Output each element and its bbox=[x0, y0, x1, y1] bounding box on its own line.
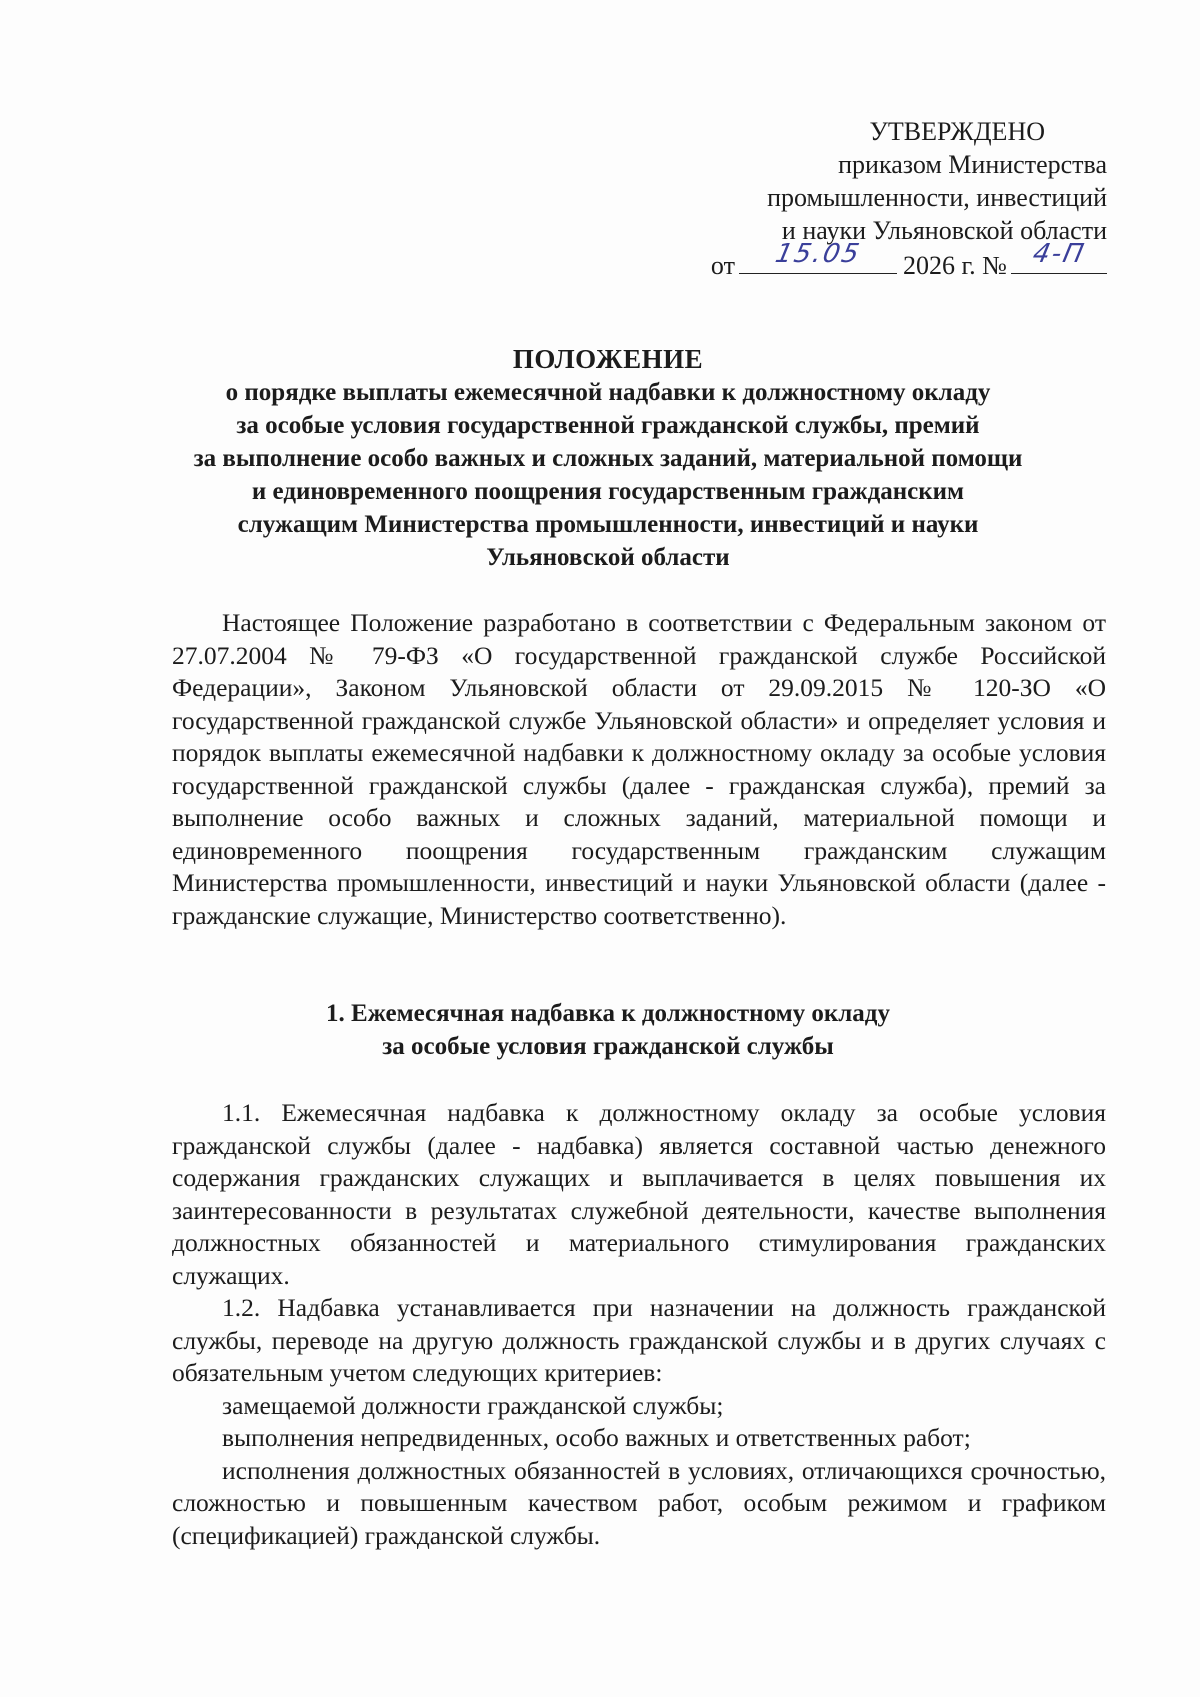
handwritten-number: 4-П bbox=[1030, 239, 1089, 269]
date-fill-field bbox=[739, 239, 897, 274]
title-sub-line-1: о порядке выплаты ежемесячной надбавки к должностному окладу bbox=[225, 379, 991, 406]
title-sub-line-5: служащим Министерства промышленности, инвестиций и науки bbox=[237, 511, 979, 538]
title-sub-line-3: за выполнение особо важных и сложных заданий, материальной помощи bbox=[193, 445, 1023, 472]
document-title bbox=[150, 342, 1066, 574]
section-1-heading bbox=[150, 997, 1066, 1063]
title-sub-line-4: и единовременного поощрения государственным гражданским bbox=[251, 478, 965, 505]
title-sub-line-6: Ульяновской области bbox=[486, 544, 730, 571]
section-1-heading-line-2: за особые условия гражданской службы bbox=[382, 1033, 834, 1060]
approval-title: УТВЕРЖДЕНО bbox=[869, 117, 1045, 146]
intro-paragraph: Настоящее Положение разработано в соответствии с Федеральным законом от 27.07.2004 № 79-ФЗ «О государственной гражданской службе Российской Федерации», Законом Ульяновской области от 29.09.2015 № 120-ЗО «О государственной гражданской службе Ульяновской области» и определяет условия и порядок выплаты ежемесячной надбавки к должностному окладу за особые условия государственной гражданской службы (далее - гражданская служба), премий за выполнение особо важных и сложных заданий, материальной помощи и единовременного поощрения государственным гражданским служащим Министерства промышленности, инвестиций и науки Ульяновской области (далее - гражданские служащие, Министерство соответственно). bbox=[172, 608, 1106, 930]
year-label: 2026 г. № bbox=[902, 251, 1007, 280]
approval-stamp-block bbox=[627, 115, 1107, 282]
from-label: от bbox=[710, 251, 735, 280]
approval-line-1: приказом Министерства bbox=[838, 150, 1107, 179]
order-date-number-line bbox=[627, 239, 1107, 282]
intro-section bbox=[172, 607, 1106, 932]
number-fill-field bbox=[1011, 239, 1107, 274]
handwritten-date: 15.05 bbox=[772, 239, 864, 269]
paragraph-1-1: 1.1. Ежемесячная надбавка к должностному окладу за особые условия гражданской службы (далее - надбавка) является составной частью денежного содержания гражданских служащих и выплачивается в целях повышения их заинтересованности в результатах служебной деятельности, качестве выполнения должностных обязанностей и материального стимулирования гражданских служащих. bbox=[172, 1098, 1106, 1290]
criteria-item-2: выполнения непредвиденных, особо важных и ответственных работ; bbox=[222, 1423, 971, 1452]
paragraph-1-2: 1.2. Надбавка устанавливается при назначении на должность гражданской службы, переводе на другую должность гражданской службы и в других случаях с обязательным учетом следующих критериев: bbox=[172, 1293, 1106, 1387]
criteria-item-3: исполнения должностных обязанностей в условиях, отличающихся срочностью, сложностью и повышенным качеством работ, особым режимом и графиком (спецификацией) гражданской службы. bbox=[172, 1455, 1106, 1550]
section-1-body bbox=[172, 1097, 1106, 1552]
approval-line-3: и науки Ульяновской области bbox=[781, 216, 1107, 245]
section-1-heading-line-1: 1. Ежемесячная надбавка к должностному окладу bbox=[326, 1000, 890, 1027]
criteria-item-1: замещаемой должности гражданской службы; bbox=[222, 1390, 724, 1420]
approval-line-2: промышленности, инвестиций bbox=[767, 183, 1107, 212]
title-sub-line-2: за особые условия государственной гражданской службы, премий bbox=[236, 412, 980, 439]
title-main: ПОЛОЖЕНИЕ bbox=[512, 344, 704, 374]
